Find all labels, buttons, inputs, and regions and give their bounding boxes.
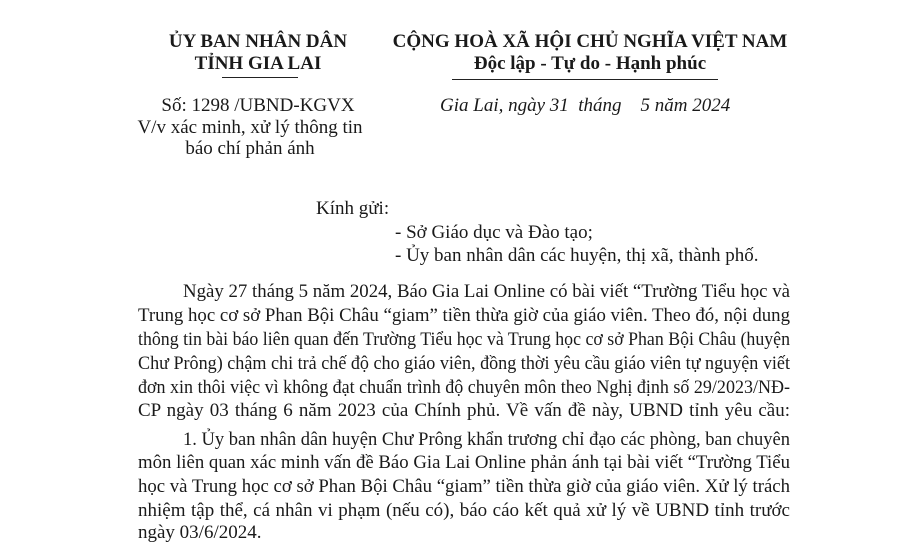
- province-name: TỈNH GIA LAI: [194, 53, 322, 74]
- recipients-label: Kính gửi:: [316, 198, 390, 219]
- agency-name: ỦY BAN NHÂN DÂN: [168, 31, 348, 52]
- body-line: Trung học cơ sở Phan Bội Châu “giam” tiền thừa giờ của giáo viên. Theo đó, nội dung: [138, 305, 790, 326]
- body-line: CP ngày 03 tháng 6 năm 2023 của Chính phủ. Về vấn đề này, UBND tỉnh yêu cầu:: [138, 400, 790, 421]
- recipient-item: - Ủy ban nhân dân các huyện, thị xã, thành phố.: [395, 245, 759, 266]
- body-line: thông tin bài báo liên quan đến Trường Tiểu học và Trung học cơ sở Phan Bội Châu (huyện: [138, 329, 790, 350]
- body-line: Chư Prông) chậm chi trả chế độ cho giáo viên, đồng thời yêu cầu giáo viên tự nguyện viết: [138, 353, 790, 374]
- subject-line: báo chí phản ánh: [185, 138, 315, 159]
- body-line: nhiệm tập thể, cá nhân vi phạm (nếu có), báo cáo kết quả xử lý về UBND tỉnh trước: [138, 500, 790, 521]
- body-line: ngày 03/6/2024.: [138, 522, 262, 543]
- motto-underline: [452, 79, 718, 80]
- recipient-item: - Sở Giáo dục và Đào tạo;: [395, 222, 593, 243]
- national-title: CỘNG HOÀ XÃ HỘI CHỦ NGHĨA VIỆT NAM: [392, 31, 788, 52]
- document-number: Số: 1298 /UBND-KGVX: [161, 95, 355, 116]
- agency-underline: [222, 77, 298, 78]
- subject-line: V/v xác minh, xử lý thông tin: [137, 117, 363, 138]
- body-line: đơn xin thôi việc vì không đạt chuẩn trình độ chuyên môn theo Nghị định số 29/2023/NĐ-: [138, 377, 790, 398]
- body-line: môn liên quan xác minh vấn đề Báo Gia Lai Online phản ánh tại bài viết “Trường Tiểu: [138, 452, 790, 473]
- body-line: học và Trung học cơ sở Phan Bội Châu “giam” tiền thừa giờ của giáo viên. Xử lý trách: [138, 476, 790, 497]
- national-motto: Độc lập - Tự do - Hạnh phúc: [473, 53, 707, 74]
- body-line: 1. Ủy ban nhân dân huyện Chư Prông khẩn trương chỉ đạo các phòng, ban chuyên: [183, 429, 790, 450]
- body-line: Ngày 27 tháng 5 năm 2024, Báo Gia Lai Online có bài viết “Trường Tiểu học và: [183, 281, 790, 302]
- document-date: Gia Lai, ngày 31 tháng 5 năm 2024: [440, 95, 731, 116]
